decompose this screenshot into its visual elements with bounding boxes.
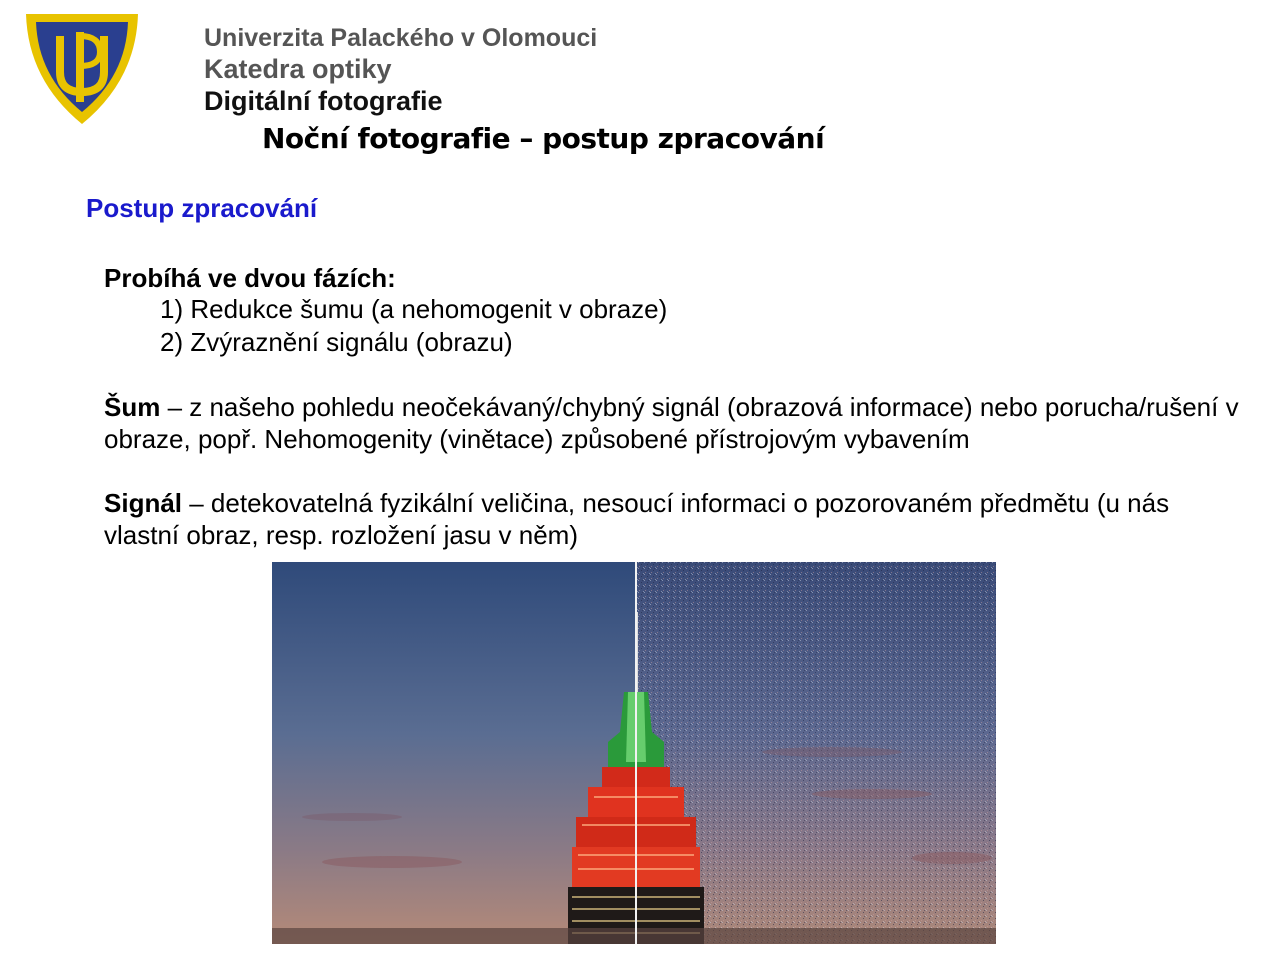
section-heading: Postup zpracování — [86, 193, 318, 223]
comparison-photo — [272, 562, 996, 944]
university-crest-icon — [22, 10, 142, 128]
noise-term: Šum — [104, 392, 161, 422]
phase-item-1: 1) Redukce šumu (a nehomogenit v obraze) — [160, 294, 668, 324]
signal-text: – detekovatelná fyzikální veličina, nesoucí informaci o pozorovaném předmětu (u nás vlastní obraz, resp. rozložení jasu v něm) — [104, 488, 1170, 550]
phase-item-2: 2) Zvýraznění signálu (obrazu) — [160, 327, 513, 357]
signal-term: Signál — [104, 488, 183, 518]
university-name: Univerzita Palackého v Olomouci — [204, 24, 598, 52]
phases-heading: Probíhá ve dvou fázích: — [104, 263, 396, 293]
noise-text: – z našeho pohledu neočekávaný/chybný signál (obrazová informace) nebo porucha/rušení v obraze, popř. Nehomogenity (vinětace) způsobené přístrojovým vybavením — [104, 392, 1239, 454]
noise-definition — [104, 391, 1244, 455]
slide-title: Noční fotografie – postup zpracování — [262, 122, 825, 155]
university-logo — [22, 10, 142, 133]
course-name: Digitální fotografie — [204, 86, 443, 116]
signal-definition — [104, 487, 1244, 551]
department-name: Katedra optiky — [204, 54, 392, 84]
